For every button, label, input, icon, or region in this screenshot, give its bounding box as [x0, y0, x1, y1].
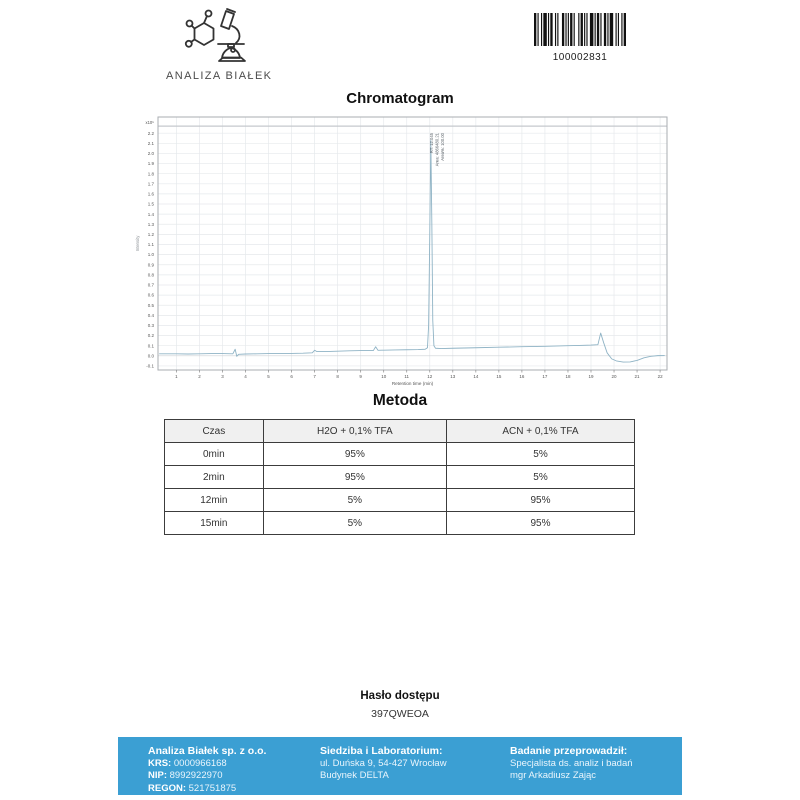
table-header-cell: ACN + 0,1% TFA — [446, 420, 634, 443]
y-tick-label: 1.8 — [147, 171, 154, 177]
table-cell: 15min — [165, 512, 264, 535]
y-tick-label: 1.6 — [147, 191, 154, 197]
y-tick-label: 1.7 — [147, 181, 154, 187]
x-tick-label: 18 — [565, 374, 571, 379]
chromatogram-section-title: Chromatogram — [346, 90, 454, 107]
footer-krs-line — [148, 758, 320, 771]
table-header-cell: H2O + 0,1% TFA — [263, 420, 446, 443]
table-header-row — [165, 420, 635, 443]
x-tick-label: 15 — [496, 374, 502, 379]
footer-examiner-title: Badanie przeprowadził: — [510, 745, 628, 757]
y-tick-label: 0.1 — [147, 343, 154, 349]
y-tick-label: 2.0 — [147, 151, 154, 157]
x-tick-label: 9 — [359, 374, 362, 379]
y-tick-label: 1.2 — [147, 231, 154, 237]
y-tick-label: 0.3 — [147, 323, 154, 329]
y-tick-label: 0.7 — [147, 282, 154, 288]
microscope-molecule-icon — [166, 8, 270, 64]
regon-label: REGON: — [148, 782, 186, 794]
x-tick-label: 17 — [542, 374, 548, 379]
footer-address-line1: ul. Duńska 9, 54-427 Wrocław — [320, 757, 447, 769]
y-tick-label: 0.8 — [147, 272, 154, 278]
barcode-image — [534, 13, 626, 46]
y-tick-label: 0.0 — [147, 353, 154, 359]
table-cell: 95% — [263, 443, 446, 466]
footer-company-info — [148, 745, 320, 795]
x-tick-label: 8 — [336, 374, 339, 379]
x-tick-label: 14 — [473, 374, 479, 379]
y-tick-label: 1.9 — [147, 161, 154, 167]
y-tick-label: 0.5 — [147, 302, 154, 308]
table-cell: 95% — [263, 466, 446, 489]
y-tick-label: 0.9 — [147, 262, 154, 268]
x-tick-label: 19 — [588, 374, 594, 379]
footer-address-title: Siedziba i Laboratorium: — [320, 745, 443, 757]
y-tick-label: 1.0 — [147, 252, 154, 258]
x-tick-label: 10 — [381, 374, 387, 379]
x-axis-title: Retention time (min) — [391, 381, 434, 386]
footer-nip-line — [148, 770, 320, 783]
y-axis-exponent-label: x10⁵ — [145, 120, 154, 125]
table-cell: 12min — [165, 489, 264, 512]
access-password-block — [0, 690, 800, 720]
x-tick-label: 20 — [611, 374, 617, 379]
table-header-cell: Czas — [165, 420, 264, 443]
footer-bar — [118, 737, 682, 795]
chromatogram-chart — [130, 110, 670, 396]
table-row — [165, 489, 635, 512]
x-tick-label: 16 — [519, 374, 525, 379]
x-tick-label: 12 — [427, 374, 433, 379]
y-tick-label: 0.6 — [147, 292, 154, 298]
y-tick-label: 1.3 — [147, 221, 154, 227]
x-tick-label: 1 — [175, 374, 178, 379]
peak-annotation-line: Area%: 100.00 — [439, 133, 445, 161]
nip-value: 8992922970 — [169, 770, 223, 781]
x-tick-label: 13 — [450, 374, 456, 379]
x-tick-label: 3 — [221, 374, 224, 379]
x-tick-label: 11 — [404, 374, 410, 379]
y-tick-label: -0.1 — [146, 363, 154, 369]
access-password-label: Hasło dostępu — [360, 690, 440, 702]
peak-annotation-line: Area: 4866480.21 — [434, 133, 440, 167]
table-row — [165, 466, 635, 489]
footer-address-info — [320, 745, 510, 795]
barcode-number: 100002831 — [552, 52, 608, 63]
barcode-block — [534, 13, 626, 63]
footer-examiner-line2: mgr Arkadiusz Zając — [510, 770, 597, 781]
regon-value: 521751875 — [188, 782, 237, 794]
x-tick-label: 7 — [313, 374, 316, 379]
table-cell: 2min — [165, 466, 264, 489]
x-tick-label: 2 — [198, 374, 201, 379]
footer-examiner-info — [510, 745, 670, 795]
krs-label: KRS: — [148, 757, 172, 769]
table-cell: 95% — [446, 512, 634, 535]
y-tick-label: 1.4 — [147, 211, 154, 217]
x-tick-label: 5 — [267, 374, 270, 379]
y-tick-label: 0.4 — [147, 312, 154, 318]
y-tick-label: 1.5 — [147, 201, 154, 207]
logo-caption: ANALIZA BIAŁEK — [166, 70, 273, 82]
peak-annotation-line: RT: 12.045 — [428, 133, 434, 154]
table-cell: 0min — [165, 443, 264, 466]
table-row — [165, 443, 635, 466]
footer-address-line2: Budynek DELTA — [320, 770, 389, 781]
y-tick-label: 2.1 — [147, 140, 154, 146]
table-row — [165, 512, 635, 535]
footer-company-name: Analiza Białek sp. z o.o. — [148, 745, 267, 757]
nip-label: NIP: — [148, 770, 167, 781]
y-tick-label: 2.2 — [147, 130, 154, 136]
y-axis-title: Intensity — [135, 235, 140, 252]
method-section-title: Metoda — [372, 392, 428, 409]
chromatogram-plot — [130, 110, 670, 396]
y-tick-label: 0.2 — [147, 333, 154, 339]
table-cell: 5% — [263, 489, 446, 512]
table-cell: 95% — [446, 489, 634, 512]
x-tick-label: 4 — [244, 374, 247, 379]
footer-examiner-line1: Specjalista ds. analiz i badań — [510, 757, 633, 769]
method-gradient-table — [164, 419, 635, 535]
company-logo — [166, 8, 273, 82]
krs-value: 0000966168 — [173, 757, 227, 769]
footer-regon-line — [148, 783, 320, 796]
table-cell: 5% — [263, 512, 446, 535]
y-tick-label: 1.1 — [147, 242, 154, 248]
table-cell: 5% — [446, 466, 634, 489]
x-tick-label: 21 — [634, 374, 640, 379]
x-tick-label: 6 — [290, 374, 293, 379]
x-tick-label: 22 — [657, 374, 663, 379]
access-password-value: 397QWEOA — [371, 708, 429, 720]
table-cell: 5% — [446, 443, 634, 466]
